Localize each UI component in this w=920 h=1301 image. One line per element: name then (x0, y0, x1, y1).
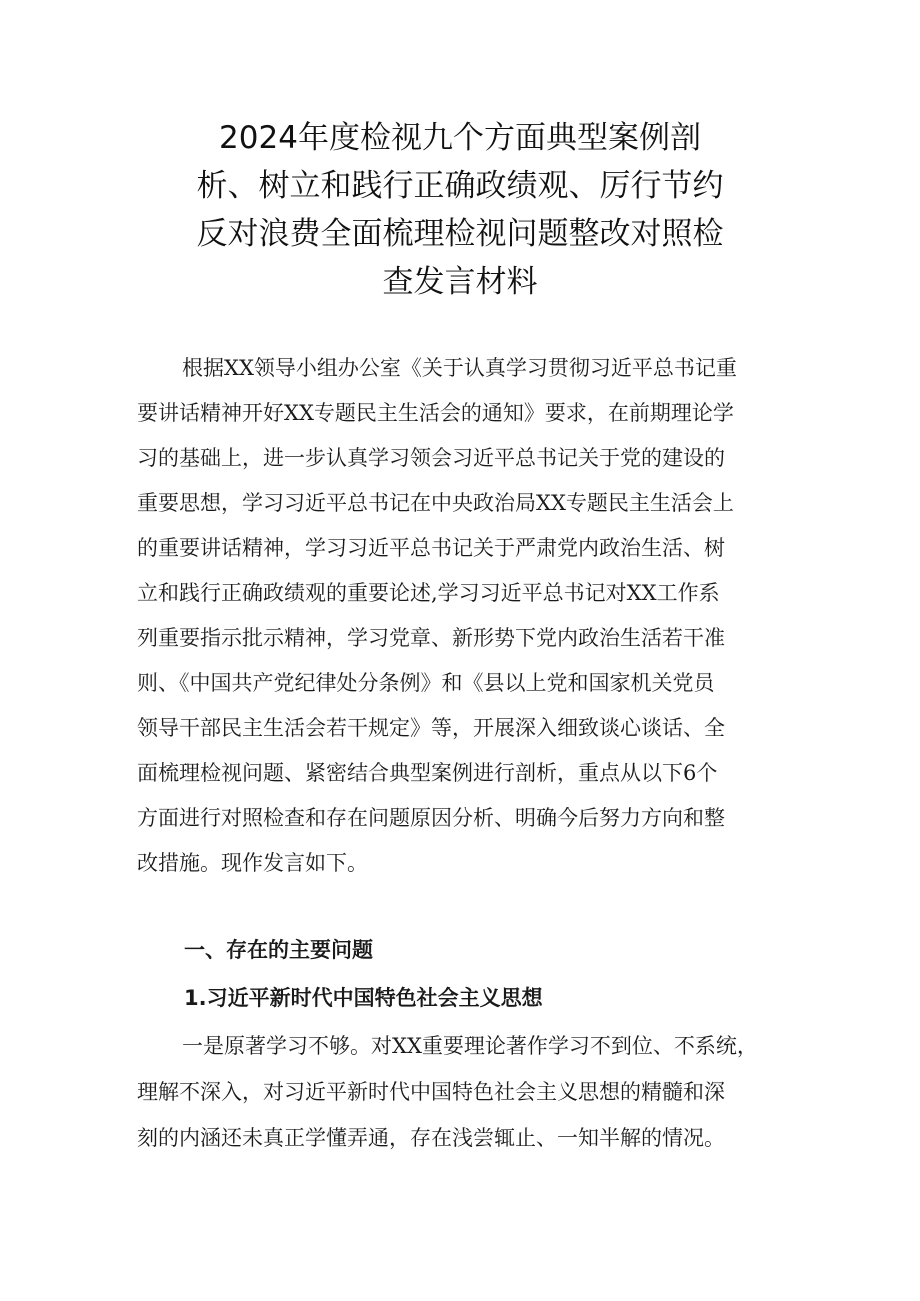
paragraph-line: 一是原著学习不够。对XX重要理论著作学习不到位、不系统， (182, 1034, 758, 1058)
paragraph-line: 刻的内涵还未真正学懂弄通，存在浅尝辄止、一知半解的情况。 (137, 1126, 725, 1150)
title-line: 反对浪费全面梳理检视问题整改对照检 (196, 216, 724, 252)
intro-line: 立和践行正确政绩观的重要论述,学习习近平总书记对XX工作系 (137, 581, 720, 605)
intro-line: 改措施。现作发言如下。 (137, 851, 368, 875)
title-line: 2024年度检视九个方面典型案例剖 (219, 120, 701, 156)
intro-line: 领导干部民主生活会若干规定》等，开展深入细致谈心谈话、全 (137, 716, 725, 740)
intro-line: 要讲话精神开好XX专题民主生活会的通知》要求，在前期理论学 (137, 401, 734, 425)
intro-line: 习的基础上，进一步认真学习领会习近平总书记关于党的建设的 (137, 446, 725, 470)
intro-line: 列重要指示批示精神，学习党章、新形势下党内政治生活若干准 (137, 626, 725, 650)
paragraph-line: 理解不深入，对习近平新时代中国特色社会主义思想的精髓和深 (137, 1080, 725, 1104)
intro-line: 根据XX领导小组办公室《关于认真学习贯彻习近平总书记重 (182, 356, 737, 380)
intro-line: 的重要讲话精神，学习习近平总书记关于严肃党内政治生活、树 (137, 536, 725, 560)
subsection-heading-text: 1.习近平新时代中国特色社会主义思想 (184, 986, 543, 1010)
title-line: 查发言材料 (382, 264, 538, 300)
title-line: 析、树立和践行正确政绩观、厉行节约 (196, 168, 724, 204)
intro-line: 则、《中国共产党纪律处分条例》和《县以上党和国家机关党员 (137, 671, 715, 695)
section-heading-text: 一、存在的主要问题 (184, 938, 373, 962)
intro-line: 面梳理检视问题、紧密结合典型案例进行剖析，重点从以下6个 (137, 761, 718, 785)
intro-line: 方面进行对照检查和存在问题原因分析、明确今后努力方向和整 (137, 806, 725, 830)
document-title (120, 114, 800, 306)
intro-line: 重要思想，学习习近平总书记在中央政治局XX专题民主生活会上 (137, 491, 734, 515)
